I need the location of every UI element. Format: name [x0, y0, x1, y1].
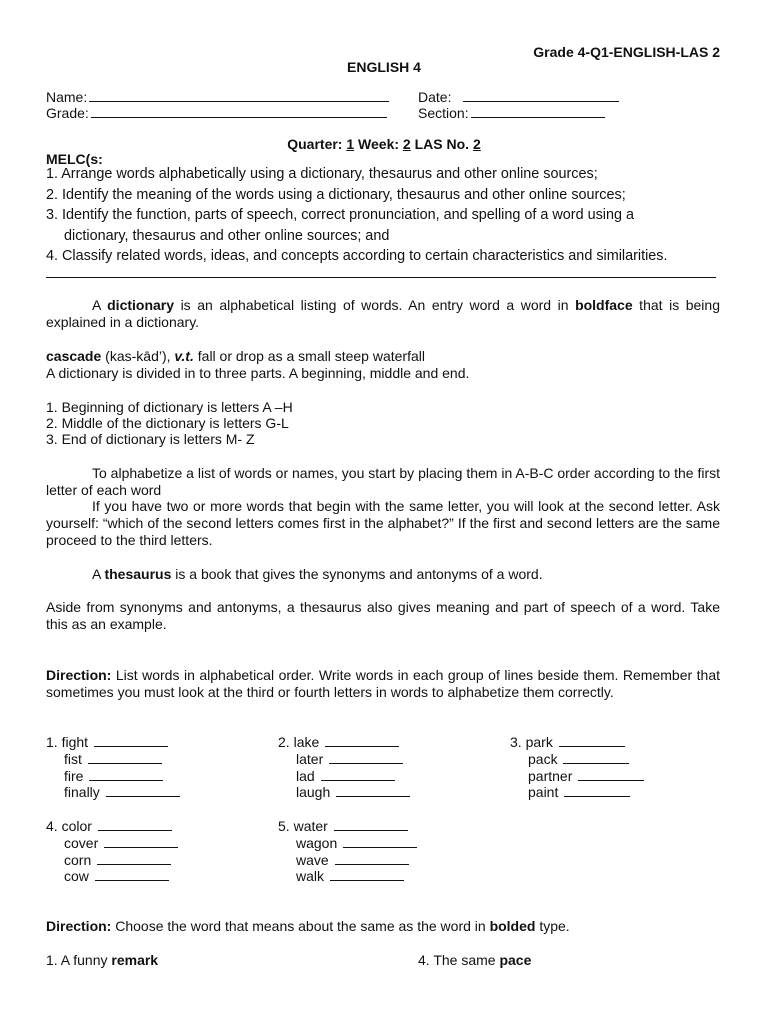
group-4-item-3[interactable]: corn: [64, 852, 171, 869]
group-4-item-1[interactable]: 4. color: [46, 818, 172, 835]
group-5-item-1[interactable]: 5. water: [278, 818, 408, 835]
subject-title: ENGLISH 4: [347, 59, 421, 75]
melc-item-3-cont: dictionary, thesaurus and other online sources; and: [64, 228, 390, 244]
alphabetize-paragraph-1: To alphabetize a list of words or names, you start by placing them in A-B-C order according to the first letter of each word: [46, 465, 720, 498]
question-4: 4. The same pace: [418, 952, 532, 968]
dictionary-part-2: 2. Middle of the dictionary is letters G-L: [46, 415, 289, 431]
direction-2: Direction: Choose the word that means about the same as the word in bolded type.: [46, 918, 570, 934]
question-1: 1. A funny remark: [46, 952, 159, 968]
las-value: 2: [472, 136, 481, 152]
group-2-item-1[interactable]: 2. lake: [278, 734, 399, 751]
group-1-item-4[interactable]: finally: [64, 784, 180, 801]
direction-2-label: Direction:: [46, 918, 112, 934]
direction-1: Direction: List words in alphabetical order. Write words in each group of lines beside them. Remember that sometimes you must look at the third or fourth letters in words to alphabetize them correctly.: [46, 667, 720, 700]
group-5-item-2[interactable]: wagon: [296, 835, 417, 852]
date-blank[interactable]: [463, 89, 619, 102]
grade-blank[interactable]: [91, 105, 387, 118]
group-3-item-1[interactable]: 3. park: [510, 734, 625, 751]
group-4-item-2[interactable]: cover: [64, 835, 178, 852]
group-1-item-1[interactable]: 1. fight: [46, 734, 168, 751]
group-5-item-3[interactable]: wave: [296, 852, 409, 869]
section-field[interactable]: [418, 105, 605, 122]
dictionary-part-1: 1. Beginning of dictionary is letters A –H: [46, 399, 293, 415]
dictionary-paragraph: A dictionary is an alphabetical listing of words. An entry word a word in boldface that is being explained in a dictionary.: [46, 297, 720, 330]
quarter-value: 1: [346, 136, 355, 152]
week-value: 2: [402, 136, 411, 152]
group-3-item-4[interactable]: paint: [528, 784, 630, 801]
group-3-item-2[interactable]: pack: [528, 751, 629, 768]
thesaurus-paragraph-1: A thesaurus is a book that gives the synonyms and antonyms of a word.: [92, 566, 543, 582]
date-label: Date:: [418, 89, 452, 105]
divider-line: [46, 277, 716, 278]
name-label: Name:: [46, 89, 88, 105]
thesaurus-term: thesaurus: [104, 566, 172, 582]
section-label: Section:: [418, 105, 469, 121]
group-1-item-2[interactable]: fist: [64, 751, 162, 768]
group-2-item-3[interactable]: lad: [296, 768, 395, 785]
group-3-item-3[interactable]: partner: [528, 768, 644, 785]
group-2-item-4[interactable]: laugh: [296, 784, 410, 801]
date-field[interactable]: [418, 89, 619, 106]
group-5-item-4[interactable]: walk: [296, 868, 404, 885]
melc-item-1: 1. Arrange words alphabetically using a dictionary, thesaurus and other online sources;: [46, 166, 598, 182]
group-4-item-4[interactable]: cow: [64, 868, 169, 885]
group-1-item-3[interactable]: fire: [64, 768, 163, 785]
direction-1-label: Direction:: [46, 667, 112, 683]
entry-word: cascade: [46, 348, 102, 364]
melc-heading: MELC(s:: [46, 151, 103, 167]
quarter-line: Quarter: 1 Week: 2 LAS No. 2: [287, 136, 481, 152]
alphabetize-paragraph-2: If you have two or more words that begin with the same letter, you will look at the second letter. Ask yourself: “which of the second letters comes first in the alphabet?” If the first and second letters are the same proceed to the third letters.: [46, 498, 720, 548]
melc-item-4: 4. Classify related words, ideas, and concepts according to certain characteristics and similarities.: [46, 248, 668, 264]
grade-label: Grade:: [46, 105, 89, 121]
group-2-item-2[interactable]: later: [296, 751, 403, 768]
entry-example: cascade (kas-kād’), v.t. fall or drop as a small steep waterfall: [46, 348, 425, 364]
dictionary-parts-sentence: A dictionary is divided in to three parts. A beginning, middle and end.: [46, 365, 470, 381]
dictionary-part-3: 3. End of dictionary is letters M- Z: [46, 431, 255, 447]
melc-item-2: 2. Identify the meaning of the words using a dictionary, thesaurus and other online sources;: [46, 187, 626, 203]
name-blank[interactable]: [89, 89, 389, 102]
name-field[interactable]: [46, 89, 389, 106]
worksheet-code: Grade 4-Q1-ENGLISH-LAS 2: [533, 44, 720, 60]
melc-item-3: 3. Identify the function, parts of speech, correct pronunciation, and spelling of a word using a: [46, 207, 634, 223]
dictionary-term: dictionary: [107, 297, 175, 313]
thesaurus-paragraph-2: Aside from synonyms and antonyms, a thesaurus also gives meaning and part of speech of a word. Take this as an example.: [46, 599, 720, 632]
grade-field[interactable]: [46, 105, 387, 122]
section-blank[interactable]: [471, 105, 605, 118]
